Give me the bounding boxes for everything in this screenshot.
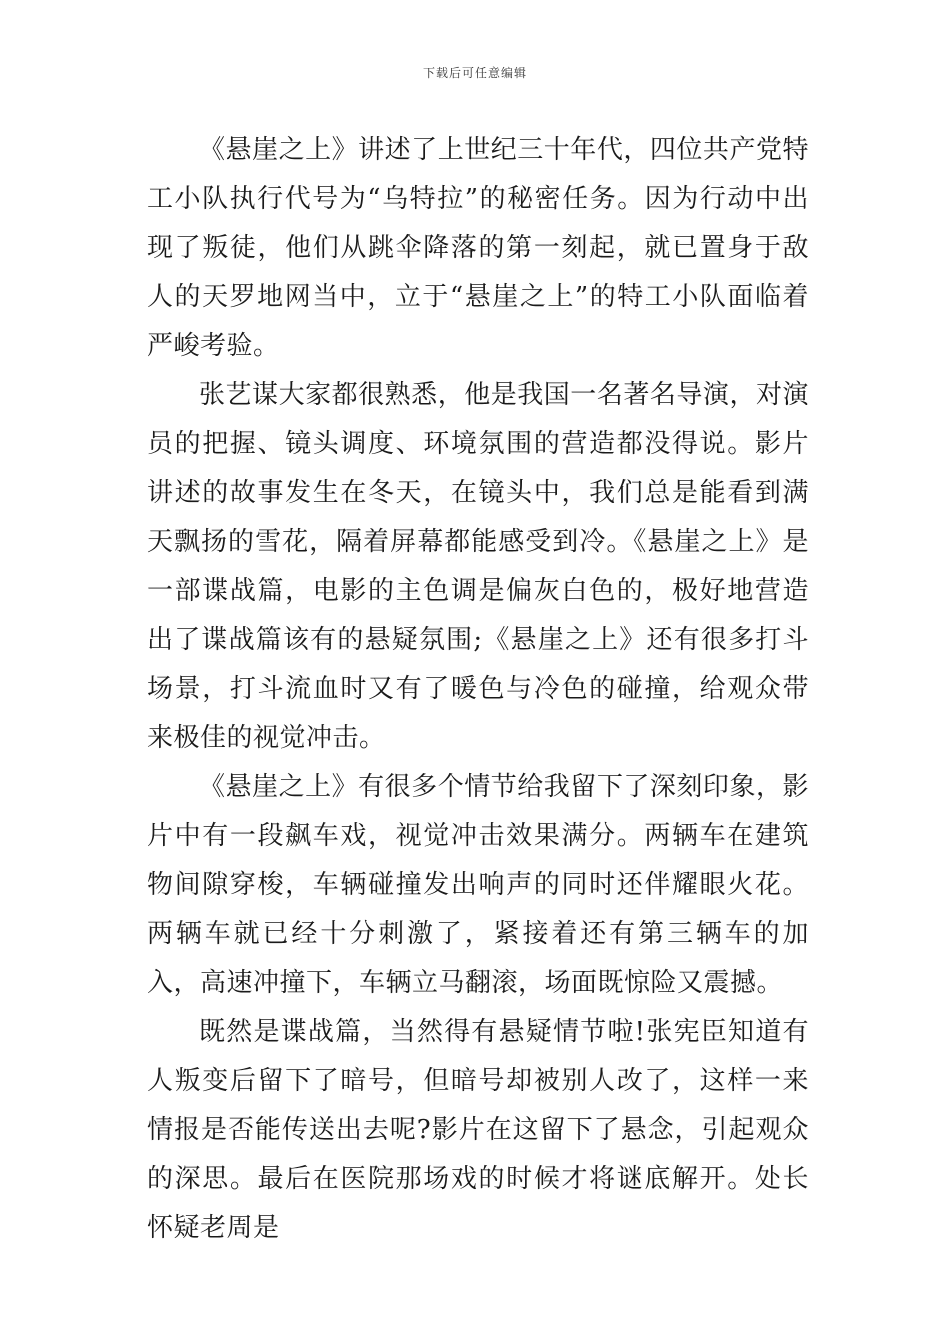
page-header: 下载后可任意编辑 <box>422 66 527 80</box>
document-body <box>147 126 809 1253</box>
paragraph-3: 《悬崖之上》有很多个情节给我留下了深刻印象，影片中有一段飙车戏，视觉冲击效果满分。两辆车在建筑物间隙穿梭，车辆碰撞发出响声的同时还伴耀眼火花。两辆车就已经十分刺激了，紧接着还有第三辆车的加入，高速冲撞下，车辆立马翻滚，场面既惊险又震撼。 <box>147 772 809 998</box>
paragraph-4: 既然是谍战篇，当然得有悬疑情节啦!张宪臣知道有人叛变后留下了暗号，但暗号却被别人改了，这样一来情报是否能传送出去呢?影片在这留下了悬念，引起观众的深思。最后在医院那场戏的时候才将谜底解开。处长怀疑老周是 <box>147 1017 809 1243</box>
paragraph-1: 《悬崖之上》讲述了上世纪三十年代，四位共产党特工小队执行代号为“乌特拉”的秘密任务。因为行动中出现了叛徒，他们从跳伞降落的第一刻起，就已置身于敌人的天罗地网当中，立于“悬崖之上”的特工小队面临着严峻考验。 <box>147 135 809 361</box>
paragraph-2: 张艺谋大家都很熟悉，他是我国一名著名导演，对演员的把握、镜头调度、环境氛围的营造都没得说。影片讲述的故事发生在冬天，在镜头中，我们总是能看到满天飘扬的雪花，隔着屏幕都能感受到冷。《悬崖之上》是一部谍战篇，电影的主色调是偏灰白色的，极好地营造出了谍战篇该有的悬疑氛围;《悬崖之上》还有很多打斗场景，打斗流血时又有了暖色与冷色的碰撞，给观众带来极佳的视觉冲击。 <box>147 380 809 753</box>
